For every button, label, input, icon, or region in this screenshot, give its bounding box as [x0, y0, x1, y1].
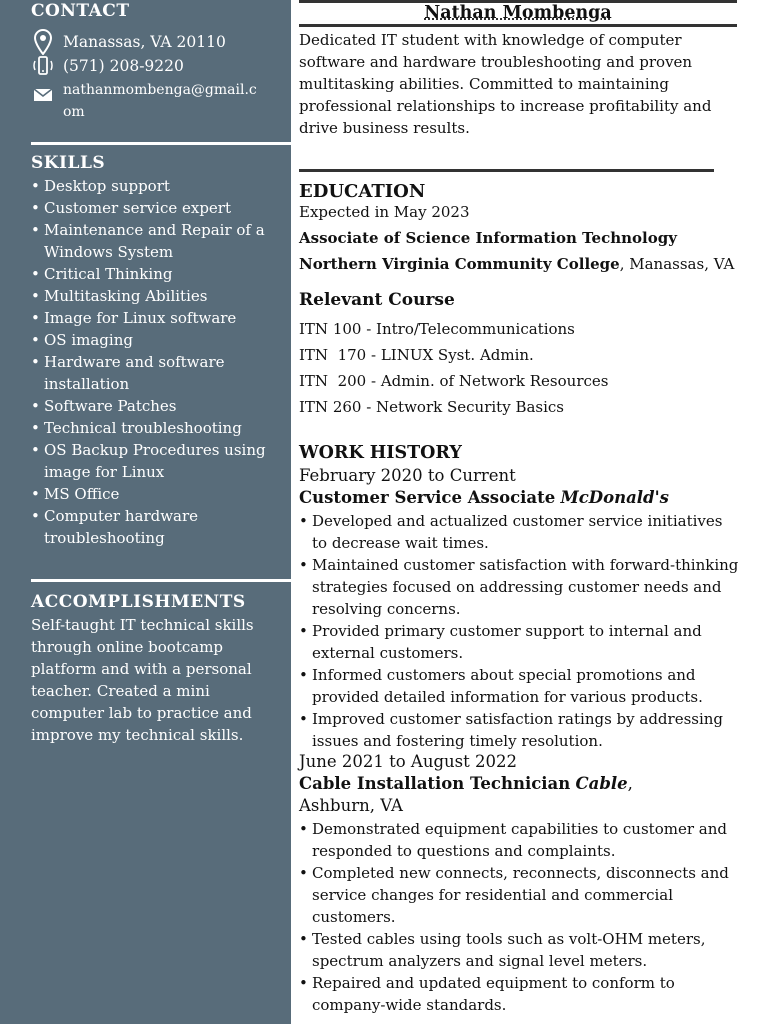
summary-text: Dedicated IT student with knowledge of computer software and hardware troubleshooting and proven multitasking abilities. Committed to maintaining professional relationships to increase profitability and drive business results. — [299, 31, 712, 137]
job-bullet: • Repaired and updated equipment to conform to company-wide standards. — [299, 972, 739, 1016]
course-item: ITN 200 - Admin. of Network Resources — [299, 372, 609, 390]
skill-item: • Image for Linux software — [31, 307, 276, 329]
skill-item: • Technical troubleshooting — [31, 417, 276, 439]
job-bullet: • Demonstrated equipment capabilities to customer and responded to questions and complaints. — [299, 818, 739, 862]
course-item: ITN 260 - Network Security Basics — [299, 398, 564, 416]
email-line-1: nathanmombenga@gmail.c — [63, 82, 257, 98]
education-heading: EDUCATION — [299, 181, 426, 202]
job-title: Cable Installation Technician — [299, 774, 571, 793]
skill-item: • MS Office — [31, 483, 276, 505]
job-bullet: • Developed and actualized customer service initiatives to decrease wait times. — [299, 510, 739, 554]
accomplishments-text: Self-taught IT technical skills through online bootcamp platform and with a personal teacher. Created a mini computer lab to practice and improve my technical skills. — [31, 616, 254, 744]
skill-item: • OS Backup Procedures using image for Linux — [31, 439, 276, 483]
email-line-2: om — [63, 104, 85, 120]
course-item: ITN 100 - Intro/Telecommunications — [299, 320, 575, 338]
relevant-course-heading: Relevant Course — [299, 290, 455, 310]
skill-item: • Critical Thinking — [31, 263, 276, 285]
job-bullet: • Provided primary customer support to internal and external customers. — [299, 620, 739, 664]
sidebar-divider — [31, 579, 291, 582]
job-bullet: • Maintained customer satisfaction with forward-thinking strategies focused on addressing customer needs and resolving concerns. — [299, 554, 739, 620]
work-history-heading: WORK HISTORY — [299, 443, 462, 463]
job-bullet: • Completed new connects, reconnects, disconnects and service changes for residential and commercial customers. — [299, 862, 739, 928]
candidate-name: Nathan Mombenga — [424, 3, 612, 23]
skill-item: • Hardware and software installation — [31, 351, 276, 395]
skill-item: • Maintenance and Repair of a Windows System — [31, 219, 276, 263]
skill-item: • Desktop support — [31, 175, 276, 197]
education-degree: Associate of Science Information Technology — [299, 229, 677, 247]
job-dates: June 2021 to August 2022 — [299, 752, 517, 771]
job-company: McDonald's — [560, 488, 669, 507]
education-expected: Expected in May 2023 — [299, 203, 470, 221]
skills-heading: SKILLS — [31, 153, 106, 173]
accomplishments-heading: ACCOMPLISHMENTS — [31, 592, 246, 612]
name-rule — [299, 24, 737, 27]
skill-item: • Computer hardware troubleshooting — [31, 505, 276, 549]
skill-item: • Software Patches — [31, 395, 276, 417]
job-title-line — [299, 487, 739, 509]
job-bullet: • Improved customer satisfaction ratings by addressing issues and fostering timely resolution. — [299, 708, 739, 752]
envelope-icon — [31, 88, 55, 102]
job-title-line — [299, 773, 714, 817]
education-school: Northern Virginia Community College — [299, 255, 620, 273]
location-pin-icon — [31, 29, 55, 55]
job-bullet: • Tested cables using tools such as volt-OHM meters, spectrum analyzers and signal level meters. — [299, 928, 739, 972]
sidebar-divider — [31, 142, 291, 145]
education-school-line — [299, 253, 739, 275]
course-item: ITN 170 - LINUX Syst. Admin. — [299, 346, 534, 364]
phone-text: (571) 208-9220 — [63, 57, 184, 75]
job-bullets — [299, 510, 739, 752]
job-location: , Ashburn, VA — [299, 774, 633, 815]
contact-phone — [31, 55, 184, 77]
skill-item: • OS imaging — [31, 329, 276, 351]
education-location: , Manassas, VA — [619, 255, 735, 273]
job-bullets — [299, 818, 739, 1016]
job-bullet: • Informed customers about special promotions and provided detailed information for various products. — [299, 664, 739, 708]
contact-address — [31, 29, 226, 55]
phone-icon — [31, 55, 55, 77]
job-company: Cable — [575, 774, 628, 793]
skills-list — [31, 175, 276, 549]
email-text[interactable] — [63, 79, 257, 123]
sidebar — [0, 0, 291, 1024]
skill-item: • Customer service expert — [31, 197, 276, 219]
job-dates: February 2020 to Current — [299, 466, 516, 485]
section-rule — [299, 169, 714, 172]
contact-heading: CONTACT — [31, 1, 130, 21]
job-title: Customer Service Associate — [299, 488, 556, 507]
skill-item: • Multitasking Abilities — [31, 285, 276, 307]
contact-email — [31, 79, 257, 123]
address-text: Manassas, VA 20110 — [63, 33, 226, 51]
